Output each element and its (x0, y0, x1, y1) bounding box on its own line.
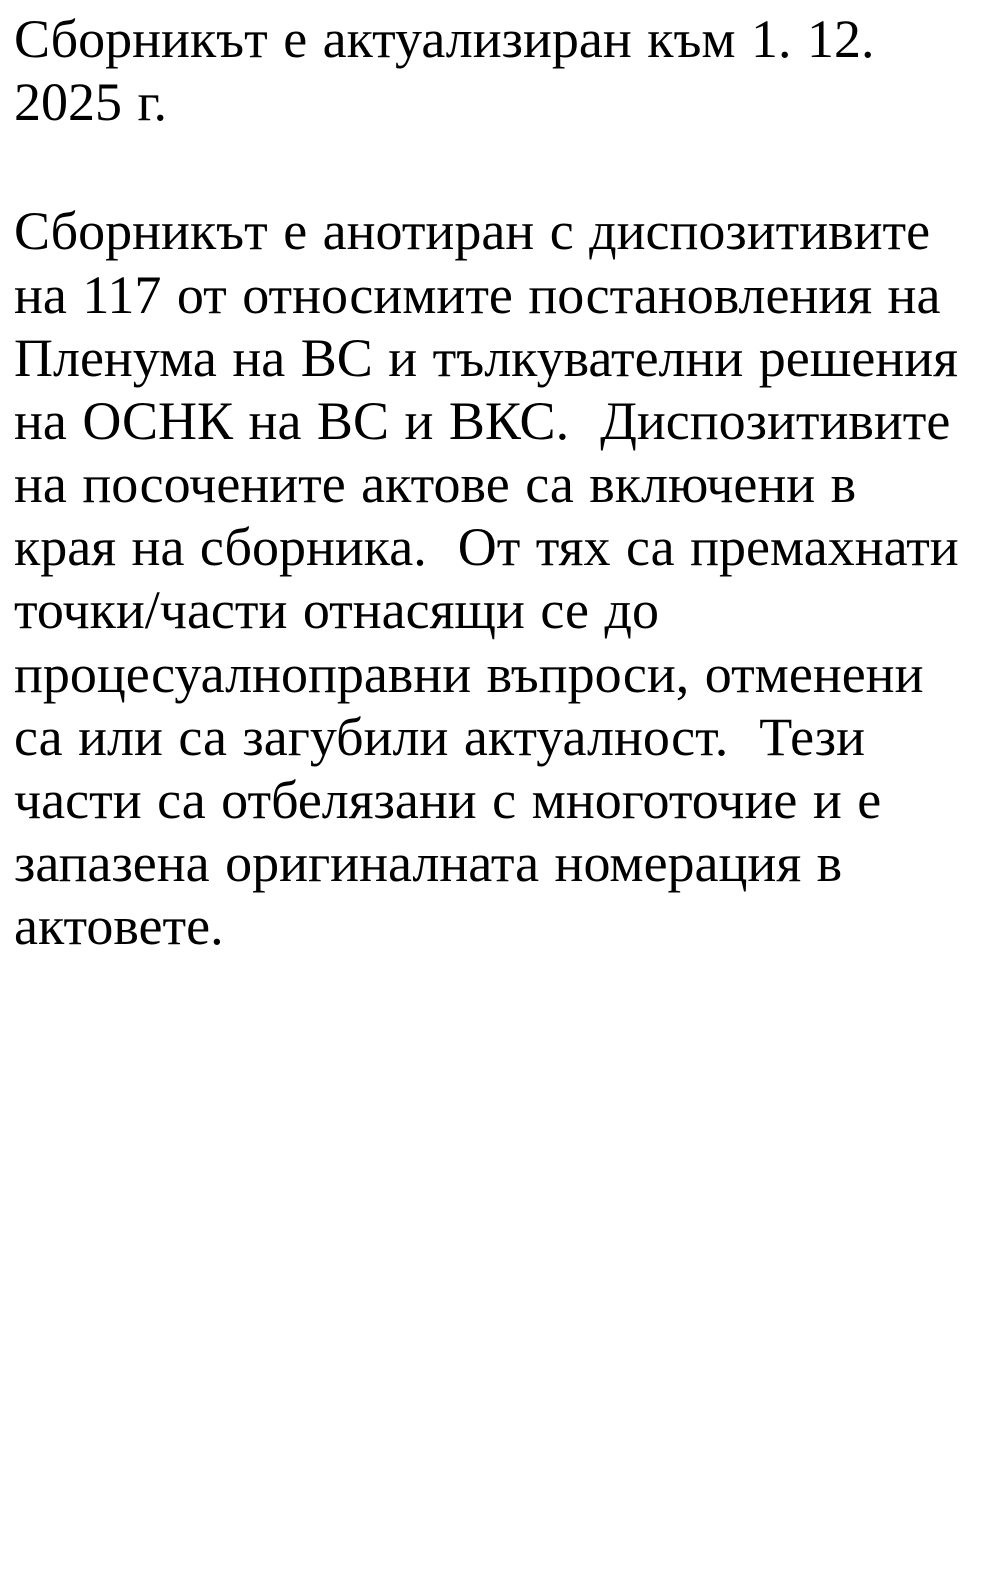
paragraph-update-notice: Сборникът е актуализиран към 1. 12. 2025 г. (14, 9, 891, 133)
paragraph-spacer (14, 134, 960, 200)
paragraph-annotation-notice: Сборникът е анотиран с диспозитивите на 117 от относимите постановления на Пленума на ВС и тълкувателни решения на ОСНК на ВС и ВКС. Диспозитивите на посочените актове са включени в края на сборника. От тях са премахнати точки/части отнасящи се до процесуалноправни въпроси, отменени са или са загубили актуалност. Тези части са отбелязани с многоточие и е запазена оригиналната номерация в актовете. (14, 201, 975, 957)
